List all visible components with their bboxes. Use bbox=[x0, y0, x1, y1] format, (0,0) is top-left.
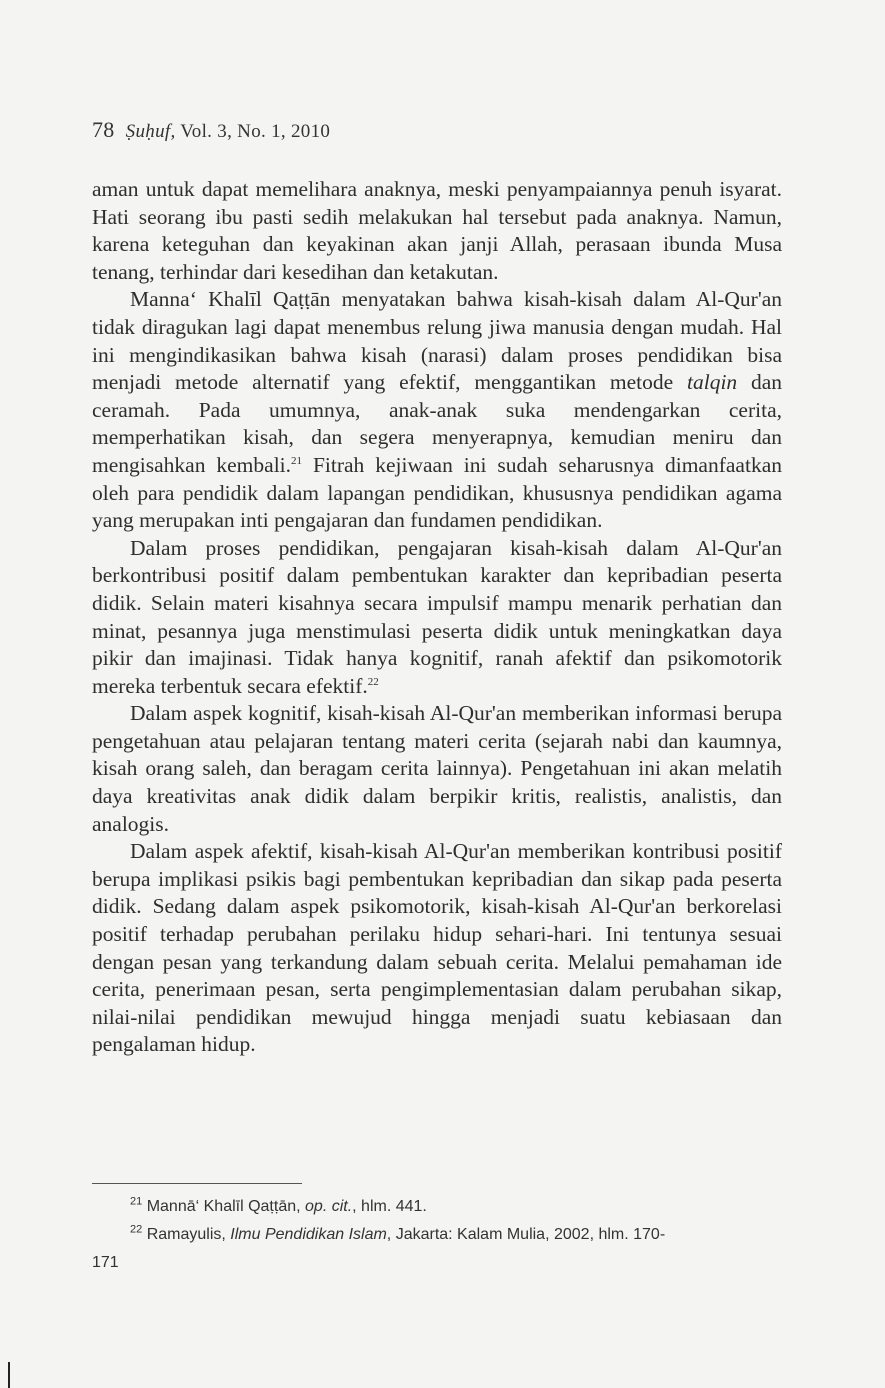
paragraph-4: Dalam aspek kognitif, kisah-kisah Al-Qur'an memberikan informasi berupa pengetahuan atau pelajaran tentang materi cerita (sejarah nabi dan kaumnya, kisah orang saleh, dan beragam cerita lainnya). Pengetahuan ini akan melatih daya kreativitas anak didik dalam berpikir kritis, realistis, analistis, dan analogis. bbox=[92, 701, 782, 836]
paragraph-3-text: Dalam proses pendidikan, pengajaran kisah-kisah dalam Al-Qur'an berkontribusi positif dalam pembentukan karakter dan kepribadian peserta didik. Selain materi kisahnya secara impulsif mampu menarik perhatian dan minat, pesannya juga menstimulasi peserta didik untuk meningkatkan daya pikir dan imajinasi. Tidak hanya kognitif, ranah afektif dan psikomotorik mereka terbentuk secara efektif. bbox=[92, 535, 782, 698]
journal-volume: Vol. 3, No. 1, 2010 bbox=[180, 121, 331, 142]
page-number: 78 bbox=[92, 117, 115, 142]
paragraph-2-part-b: dan ceramah. Pada umumnya, anak-anak suka mendengarkan cerita, memperhatikan kisah, dan segera menyerapnya, kemudian meniru dan mengisahkan kembali. bbox=[92, 370, 783, 477]
footnote-22-part-a: Ramayulis, bbox=[142, 1226, 231, 1243]
footnote-21-number: 21 bbox=[130, 1195, 143, 1208]
term-talqin: talqin bbox=[687, 370, 738, 395]
footnote-22-continuation: 171 bbox=[92, 1254, 119, 1271]
paragraph-3 bbox=[92, 535, 782, 701]
footnote-22-number: 22 bbox=[130, 1223, 143, 1236]
footnote-21-part-b: , hlm. 441. bbox=[352, 1198, 427, 1215]
footnote-22-italic: Ilmu Pendidikan Islam bbox=[230, 1226, 387, 1243]
paragraph-2-part-c: Fitrah kejiwaan ini sudah seharusnya dimanfaatkan oleh para pendidik dalam lapangan pendidikan, khususnya pendidikan agama yang merupakan inti pengajaran dan fundamen pendidikan. bbox=[92, 452, 782, 533]
main-text bbox=[92, 176, 782, 1059]
footnote-21 bbox=[92, 1193, 782, 1221]
footnote-ref-21[interactable]: 21 bbox=[291, 454, 303, 467]
running-header bbox=[92, 117, 330, 143]
footnote-22 bbox=[92, 1221, 782, 1249]
journal-title: Ṣuḥuf, bbox=[125, 121, 176, 142]
footnote-21-part-a: Mannā‘ Khalīl Qaṭṭān, bbox=[142, 1198, 306, 1215]
paragraph-5: Dalam aspek afektif, kisah-kisah Al-Qur'an memberikan kontribusi positif berupa implikasi psikis bagi pembentukan kepribadian dan sikap pada peserta didik. Sedang dalam aspek psikomotorik, kisah-kisah Al-Qur'an berkorelasi positif terhadap perubahan perilaku hidup sehari-hari. Ini tentunya sesuai dengan pesan yang terkandung dalam sebuah cerita. Melalui pemahaman ide cerita, penerimaan pesan, serta pengimplementasian dalam perubahan sikap, nilai-nilai pendidikan mewujud hingga menjadi suatu kebiasaan dan pengalaman hidup. bbox=[92, 839, 782, 1057]
paragraph-2 bbox=[92, 286, 782, 534]
paragraph-2-part-a: Manna‘ Khalīl Qaṭṭān menyatakan bahwa kisah-kisah dalam Al-Qur'an tidak diragukan lagi dapat menembus relung jiwa manusia dengan mudah. Hal ini mengindikasikan bahwa kisah (narasi) dalam proses pendidikan bisa menjadi metode alternatif yang efektif, menggantikan metode bbox=[92, 287, 782, 395]
paragraph-1: aman untuk dapat memelihara anaknya, meski penyampaiannya penuh isyarat. Hati seorang ibu pasti sedih melakukan hal tersebut pada anaknya. Namun, karena keteguhan dan keyakinan akan janji Allah, perasaan ibunda Musa tenang, terhindar dari kesedihan dan ketakutan. bbox=[92, 177, 782, 284]
footnote-21-italic: op. cit. bbox=[305, 1198, 353, 1215]
footnote-ref-22[interactable]: 22 bbox=[367, 675, 379, 688]
footnotes bbox=[92, 1193, 782, 1277]
footnote-divider bbox=[92, 1183, 302, 1184]
scan-margin-mark bbox=[8, 1362, 10, 1388]
footnote-22-part-b: , Jakarta: Kalam Mulia, 2002, hlm. 170- bbox=[386, 1226, 666, 1243]
